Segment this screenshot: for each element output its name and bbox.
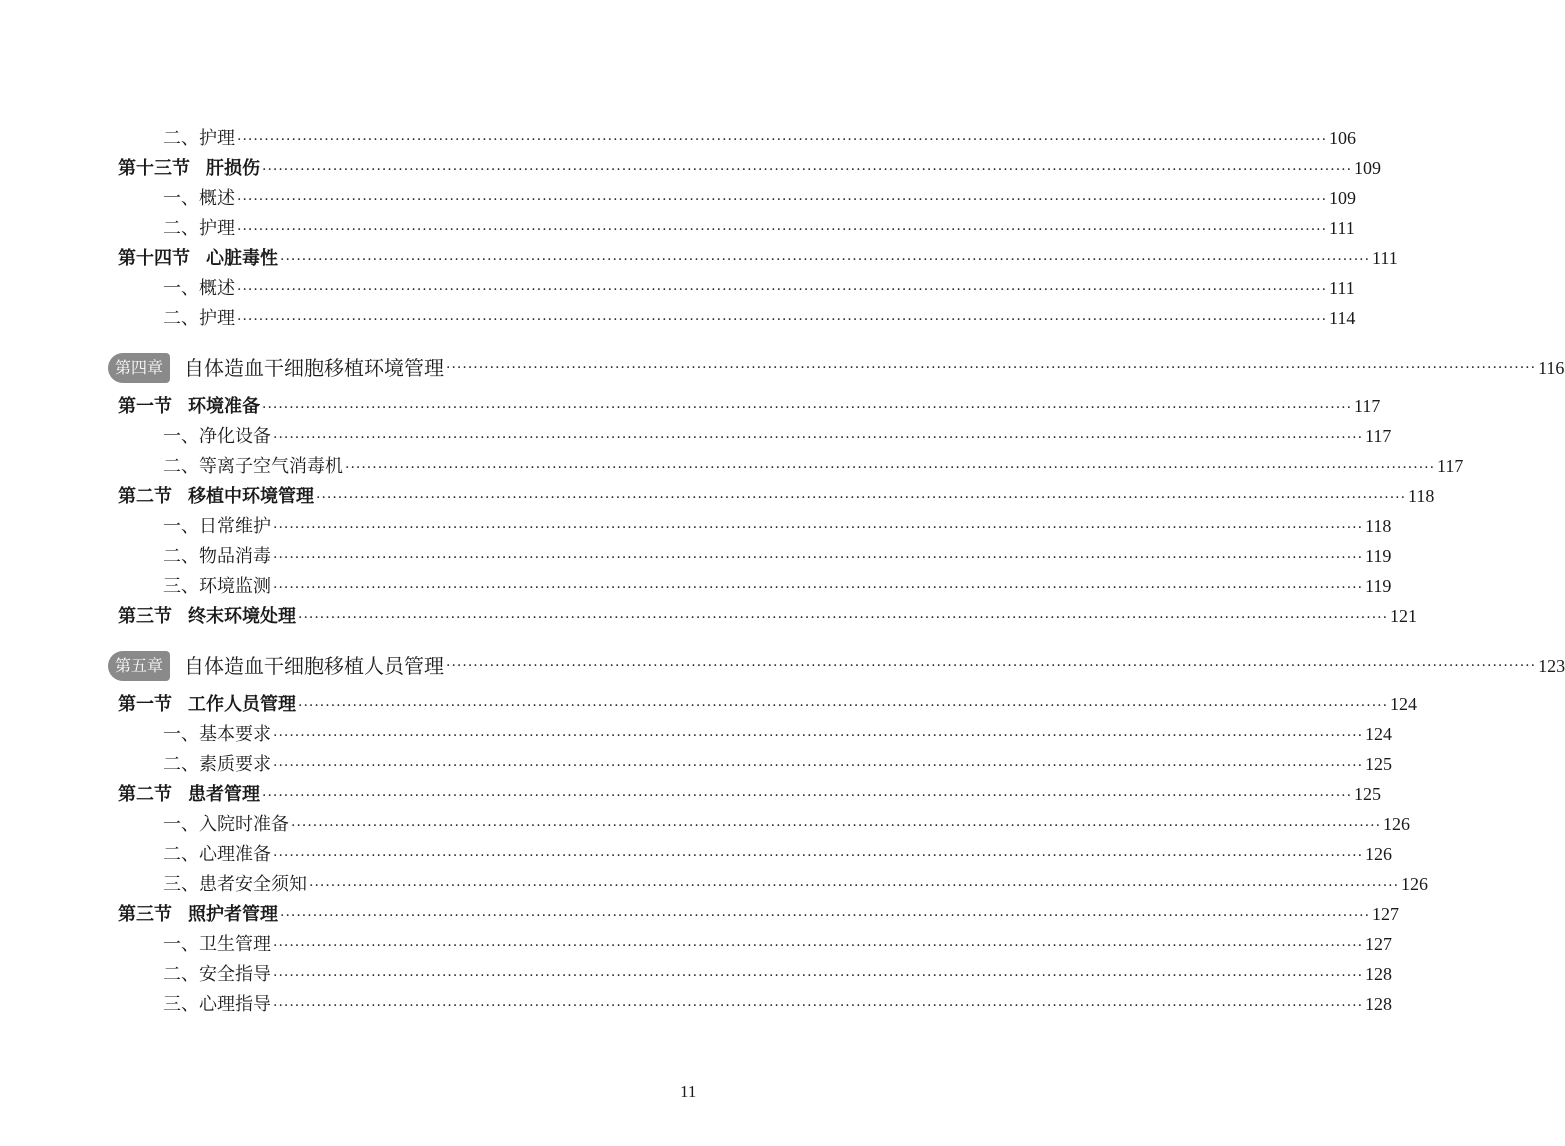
toc-sub-row[interactable]	[163, 962, 1393, 988]
toc-page-number: 127	[1372, 904, 1400, 924]
dot-leader: ········································································································································································································	[273, 968, 1364, 984]
toc-sub-row[interactable]	[163, 932, 1393, 958]
toc-page-number: 106	[1329, 128, 1357, 148]
toc-sub-row[interactable]	[163, 872, 1429, 898]
dot-leader: ········································································································································································································	[280, 908, 1371, 924]
dot-leader: ········································································································································································································	[262, 162, 1353, 178]
subsection-label: 二、安全指导	[163, 964, 271, 985]
dot-leader: ········································································································································································································	[446, 658, 1537, 674]
toc-sub-row[interactable]	[163, 842, 1393, 868]
toc-page-number: 123	[1538, 656, 1565, 676]
toc-sub-row[interactable]	[163, 454, 1464, 480]
toc-page-number: 111	[1329, 278, 1355, 298]
toc-page-number: 119	[1365, 546, 1392, 566]
dot-leader: ········································································································································································································	[273, 848, 1364, 864]
toc-page-number: 124	[1390, 694, 1418, 714]
dot-leader: ········································································································································································································	[237, 192, 1328, 208]
toc-chapter-row[interactable]	[108, 350, 1565, 386]
dot-leader: ········································································································································································································	[237, 312, 1328, 328]
subsection-label: 二、心理准备	[163, 844, 271, 865]
section-label	[118, 395, 260, 419]
subsection-label: 一、入院时准备	[163, 814, 289, 835]
toc-section-row[interactable]	[118, 782, 1382, 808]
toc-page-number: 124	[1365, 724, 1393, 744]
toc-page-number: 111	[1372, 248, 1398, 268]
section-number: 第二节	[118, 486, 172, 507]
subsection-label: 一、概述	[163, 278, 235, 299]
toc-sub-row[interactable]	[163, 544, 1392, 570]
toc-page-number: 116	[1538, 358, 1565, 378]
toc-page-number: 126	[1401, 874, 1429, 894]
section-title: 终末环境处理	[188, 606, 296, 627]
toc-page-number: 126	[1365, 844, 1393, 864]
subsection-label: 一、基本要求	[163, 724, 271, 745]
dot-leader: ········································································································································································································	[273, 550, 1364, 566]
subsection-label: 一、日常维护	[163, 516, 271, 537]
dot-leader: ········································································································································································································	[309, 878, 1400, 894]
toc-section-row[interactable]	[118, 902, 1400, 928]
section-title: 患者管理	[188, 784, 260, 805]
subsection-label: 一、净化设备	[163, 426, 271, 447]
toc-sub-row[interactable]	[163, 514, 1392, 540]
subsection-label: 一、概述	[163, 188, 235, 209]
toc-section-row[interactable]	[118, 156, 1382, 182]
section-label	[118, 485, 314, 509]
subsection-label: 二、护理	[163, 128, 235, 149]
subsection-label: 二、素质要求	[163, 754, 271, 775]
subsection-label: 二、护理	[163, 308, 235, 329]
section-number: 第二节	[118, 784, 172, 805]
toc-sub-row[interactable]	[163, 752, 1393, 778]
toc-sub-row[interactable]	[163, 574, 1392, 600]
toc-page-number: 119	[1365, 576, 1392, 596]
toc-page-number: 118	[1365, 516, 1392, 536]
section-number: 第一节	[118, 396, 172, 417]
dot-leader: ········································································································································································································	[316, 490, 1407, 506]
section-title: 移植中环境管理	[188, 486, 314, 507]
toc-sub-row[interactable]	[163, 186, 1357, 212]
dot-leader: ········································································································································································································	[280, 252, 1371, 268]
toc-page-number: 114	[1329, 308, 1356, 328]
section-label	[118, 605, 296, 629]
section-title: 环境准备	[188, 396, 260, 417]
section-number: 第十四节	[118, 248, 190, 269]
toc-page-number: 111	[1329, 218, 1355, 238]
toc-sub-row[interactable]	[163, 126, 1357, 152]
dot-leader: ········································································································································································································	[291, 818, 1382, 834]
toc-page-number: 109	[1329, 188, 1357, 208]
toc-page-number: 117	[1365, 426, 1392, 446]
chapter-badge: 第五章	[108, 651, 170, 681]
section-title: 照护者管理	[188, 904, 278, 925]
dot-leader: ········································································································································································································	[446, 360, 1537, 376]
toc-section-row[interactable]	[118, 692, 1418, 718]
toc-sub-row[interactable]	[163, 992, 1393, 1018]
subsection-label: 二、护理	[163, 218, 235, 239]
toc-section-row[interactable]	[118, 604, 1418, 630]
toc-sub-row[interactable]	[163, 424, 1392, 450]
dot-leader: ········································································································································································································	[262, 788, 1353, 804]
section-title: 工作人员管理	[188, 694, 296, 715]
section-number: 第一节	[118, 694, 172, 715]
dot-leader: ········································································································································································································	[298, 698, 1389, 714]
toc-section-row[interactable]	[118, 394, 1381, 420]
section-label	[118, 157, 260, 181]
dot-leader: ········································································································································································································	[273, 580, 1364, 596]
section-label	[118, 693, 296, 717]
chapter-badge: 第四章	[108, 353, 170, 383]
toc-page-number: 117	[1354, 396, 1381, 416]
section-number: 第三节	[118, 606, 172, 627]
dot-leader: ········································································································································································································	[237, 222, 1328, 238]
subsection-label: 一、卫生管理	[163, 934, 271, 955]
dot-leader: ········································································································································································································	[273, 520, 1364, 536]
dot-leader: ········································································································································································································	[273, 728, 1364, 744]
dot-leader: ········································································································································································································	[273, 758, 1364, 774]
section-title: 肝损伤	[206, 158, 260, 179]
dot-leader: ········································································································································································································	[273, 998, 1364, 1014]
toc-sub-row[interactable]	[163, 306, 1356, 332]
dot-leader: ········································································································································································································	[262, 400, 1353, 416]
toc-section-row[interactable]	[118, 484, 1435, 510]
dot-leader: ········································································································································································································	[237, 282, 1328, 298]
toc-page-number: 118	[1408, 486, 1435, 506]
subsection-label: 三、患者安全须知	[163, 874, 307, 895]
toc-page-number: 117	[1437, 456, 1464, 476]
subsection-label: 三、环境监测	[163, 576, 271, 597]
section-number: 第十三节	[118, 158, 190, 179]
section-number: 第三节	[118, 904, 172, 925]
section-title: 心脏毒性	[206, 248, 278, 269]
dot-leader: ········································································································································································································	[298, 610, 1389, 626]
subsection-label: 二、物品消毒	[163, 546, 271, 567]
section-label	[118, 783, 260, 807]
toc-page-number: 121	[1390, 606, 1418, 626]
toc-page-number: 127	[1365, 934, 1393, 954]
toc-page-number: 109	[1354, 158, 1382, 178]
toc-section-row[interactable]	[118, 246, 1398, 272]
section-label	[118, 247, 278, 271]
toc-sub-row[interactable]	[163, 722, 1393, 748]
toc-page-number: 128	[1365, 964, 1393, 984]
page-number: 11	[680, 1082, 697, 1101]
chapter-title: 自体造血干细胞移植环境管理	[184, 356, 445, 380]
subsection-label: 三、心理指导	[163, 994, 271, 1015]
section-label	[118, 903, 278, 927]
toc-page-number: 125	[1354, 784, 1382, 804]
toc-page-number: 128	[1365, 994, 1393, 1014]
subsection-label: 二、等离子空气消毒机	[163, 456, 343, 477]
chapter-title: 自体造血干细胞移植人员管理	[184, 654, 445, 678]
toc-sub-row[interactable]	[163, 216, 1355, 242]
toc-page-number: 125	[1365, 754, 1393, 774]
dot-leader: ········································································································································································································	[273, 938, 1364, 954]
toc-sub-row[interactable]	[163, 812, 1411, 838]
dot-leader: ········································································································································································································	[345, 460, 1436, 476]
toc-chapter-row[interactable]	[108, 648, 1565, 684]
toc-sub-row[interactable]	[163, 276, 1355, 302]
dot-leader: ········································································································································································································	[237, 132, 1328, 148]
toc-page-number: 126	[1383, 814, 1411, 834]
dot-leader: ········································································································································································································	[273, 430, 1364, 446]
